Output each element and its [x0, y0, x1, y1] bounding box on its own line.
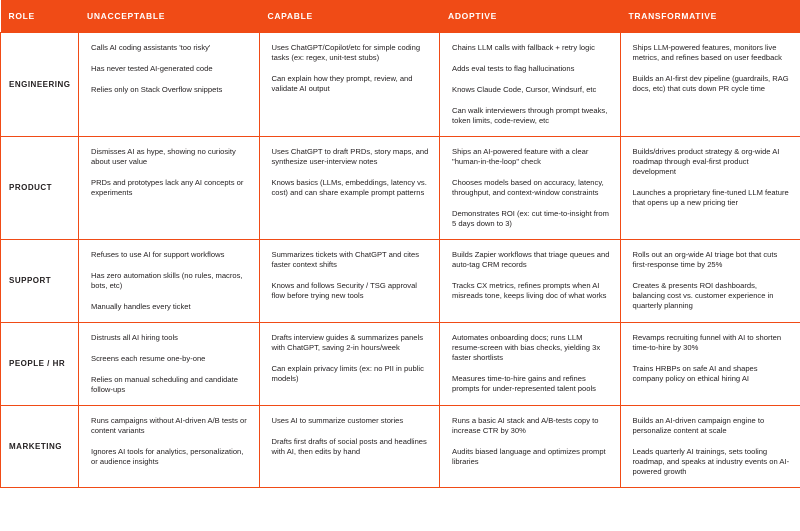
list-item: Uses ChatGPT to draft PRDs, story maps, and synthesize user-interview notes	[271, 147, 429, 167]
bullet-list	[272, 43, 430, 94]
table-row	[1, 406, 800, 488]
cell-unacceptable	[79, 240, 260, 323]
bullet-list	[633, 147, 791, 208]
bullet-list	[272, 333, 430, 384]
bullet-list	[272, 250, 430, 301]
bullet-list	[452, 416, 610, 467]
row-role-label: PEOPLE / HR	[1, 323, 79, 406]
list-item: Calls AI coding assistants 'too risky'	[91, 43, 211, 52]
row-role-label: PRODUCT	[1, 137, 79, 240]
bullet-list	[633, 250, 791, 311]
row-role-label: SUPPORT	[1, 240, 79, 323]
cell-unacceptable	[79, 137, 260, 240]
list-item: Refuses to use AI for support workflows	[91, 250, 225, 260]
table-row	[1, 137, 800, 240]
bullet-list	[91, 333, 249, 395]
bullet-list	[452, 333, 610, 394]
table-header	[1, 0, 800, 33]
cell-transformative	[620, 323, 800, 406]
column-header-role: ROLE	[1, 0, 79, 33]
list-item: Audits biased language and optimizes prompt libraries	[452, 447, 606, 467]
list-item: Builds an AI-first dev pipeline (guardrails, RAG docs, etc) that cuts down PR cycle time	[632, 74, 789, 94]
list-item: Automates onboarding docs; runs LLM resume-screen with bias checks, yielding 3x faster shortlists	[452, 333, 601, 363]
bullet-list	[91, 250, 249, 312]
list-item: Builds an AI-driven campaign engine to personalize content at scale	[632, 416, 765, 436]
list-item: Ignores AI tools for analytics, personalization, or audience insights	[91, 447, 244, 467]
list-item: Screens each resume one-by-one	[91, 354, 206, 364]
cell-capable	[259, 323, 440, 406]
list-item: Has zero automation skills (no rules, macros, bots, etc)	[91, 271, 243, 291]
cell-capable	[259, 406, 440, 488]
list-item: Drafts first drafts of social posts and headlines with AI, then edits by hand	[271, 437, 427, 457]
list-item: Drafts interview guides & summarizes panels with ChatGPT, saving 2-in hours/week	[271, 333, 424, 353]
list-item: Knows Claude Code, Cursor, Windsurf, etc	[452, 85, 597, 95]
column-header-adoptive: ADOPTIVE	[440, 0, 621, 33]
row-role-label: ENGINEERING	[1, 33, 79, 137]
bullet-list	[452, 147, 610, 229]
list-item: Knows basics (LLMs, embeddings, latency vs. cost) and can share example prompt patterns	[271, 178, 427, 198]
column-header-unacceptable: UNACCEPTABLE	[79, 0, 260, 33]
table-row	[1, 240, 800, 323]
cell-adoptive	[440, 323, 621, 406]
header-row	[1, 0, 800, 33]
list-item: Can explain how they prompt, review, and validate AI output	[271, 74, 413, 94]
list-item: PRDs and prototypes lack any AI concepts or experiments	[91, 178, 244, 198]
list-item: Ships LLM-powered features, monitors live metrics, and refines based on user feedback	[632, 43, 782, 63]
bullet-list	[452, 250, 610, 301]
cell-transformative	[620, 406, 800, 488]
cell-transformative	[620, 240, 800, 323]
cell-capable	[259, 240, 440, 323]
cell-capable	[259, 33, 440, 137]
list-item: Launches a proprietary fine-tuned LLM feature that opens up a new pricing tier	[632, 188, 789, 208]
bullet-list	[91, 147, 249, 198]
list-item: Can explain privacy limits (ex: no PII in public models)	[271, 364, 424, 384]
list-item: Measures time-to-hire gains and refines prompts for under-represented talent pools	[452, 374, 596, 394]
list-item: Relies on manual scheduling and candidate follow-ups	[91, 375, 238, 395]
list-item: Builds/drives product strategy & org-wide AI roadmap through eval-first product development	[632, 147, 780, 177]
column-header-capable: CAPABLE	[259, 0, 440, 33]
table-row	[1, 323, 800, 406]
list-item: Creates & presents ROI dashboards, balancing cost vs. customer experience in quarterly planning	[632, 281, 774, 311]
cell-unacceptable	[79, 323, 260, 406]
list-item: Distrusts all AI hiring tools	[91, 333, 178, 343]
list-item: Builds Zapier workflows that triage queues and auto-tag CRM records	[452, 250, 610, 270]
table-row	[1, 33, 800, 137]
list-item: Adds eval tests to flag hallucinations	[452, 64, 575, 74]
list-item: Demonstrates ROI (ex: cut time-to-insight from 5 days down to 3)	[452, 209, 609, 229]
cell-adoptive	[440, 406, 621, 488]
bullet-list	[91, 43, 249, 95]
bullet-list	[452, 43, 610, 126]
list-item: Chooses models based on accuracy, latency, throughput, and context-window constraints	[452, 178, 604, 198]
cell-unacceptable	[79, 33, 260, 137]
table-body	[1, 33, 800, 488]
list-item: Runs campaigns without AI-driven A/B tests or content variants	[91, 416, 247, 436]
list-item: Summarizes tickets with ChatGPT and cites faster context shifts	[271, 250, 420, 270]
list-item: Knows and follows Security / TSG approval flow before trying new tools	[271, 281, 417, 301]
bullet-list	[91, 416, 249, 467]
bullet-list	[272, 416, 430, 457]
list-item: Uses ChatGPT/Copilot/etc for simple coding tasks (ex: regex, unit-test stubs)	[271, 43, 421, 63]
cell-transformative	[620, 137, 800, 240]
cell-adoptive	[440, 137, 621, 240]
list-item: Rolls out an org-wide AI triage bot that cuts first-response time by 25%	[632, 250, 778, 270]
list-item: Has never tested AI-generated code	[91, 64, 213, 74]
bullet-list	[633, 416, 791, 477]
list-item: Runs a basic AI stack and A/B-tests copy to increase CTR by 30%	[452, 416, 599, 436]
list-item: Ships an AI-powered feature with a clear "human-in-the-loop" check	[452, 147, 589, 167]
list-item: Can walk interviewers through prompt tweaks, token limits, code-review, etc	[452, 106, 608, 126]
row-role-label: MARKETING	[1, 406, 79, 488]
cell-adoptive	[440, 240, 621, 323]
list-item: Manually handles every ticket	[91, 302, 191, 312]
cell-transformative	[620, 33, 800, 137]
column-header-transformative: TRANSFORMATIVE	[620, 0, 800, 33]
cell-unacceptable	[79, 406, 260, 488]
list-item: Dismisses AI as hype, showing no curiosity about user value	[91, 147, 236, 167]
bullet-list	[633, 333, 791, 384]
list-item: Chains LLM calls with fallback + retry logic	[452, 43, 595, 52]
bullet-list	[633, 43, 791, 94]
list-item: Relies only on Stack Overflow snippets	[91, 85, 223, 95]
list-item: Revamps recruiting funnel with AI to shorten time-to-hire by 30%	[632, 333, 782, 353]
bullet-list	[272, 147, 430, 198]
list-item: Trains HRBPs on safe AI and shapes company policy on ethical hiring AI	[632, 364, 758, 384]
list-item: Uses AI to summarize customer stories	[271, 416, 404, 426]
list-item: Tracks CX metrics, refines prompts when AI misreads tone, keeps living doc of what works	[452, 281, 607, 301]
list-item: Leads quarterly AI trainings, sets tooling roadmap, and speaks at industry events on AI-powered growth	[632, 447, 790, 477]
cell-adoptive	[440, 33, 621, 137]
cell-capable	[259, 137, 440, 240]
